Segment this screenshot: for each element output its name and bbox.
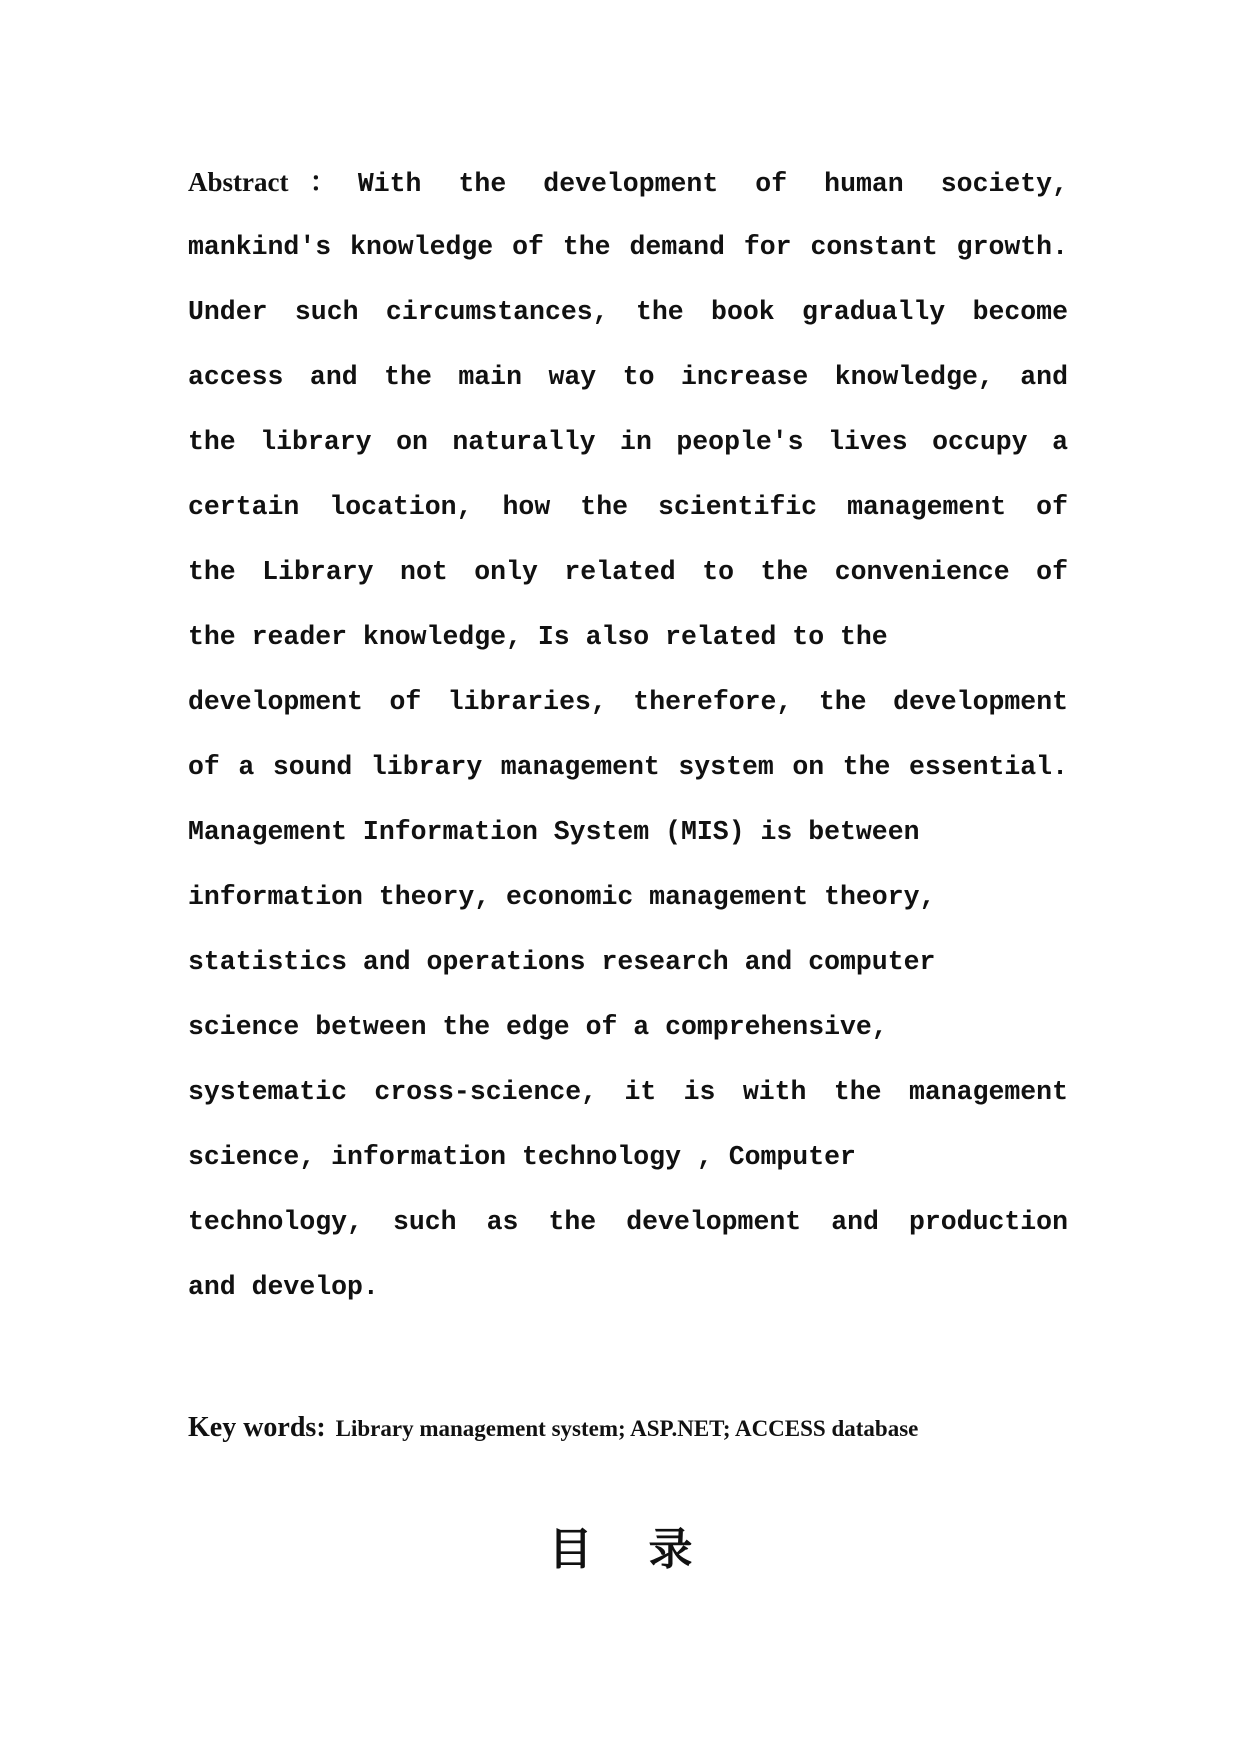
abstract-line: development of libraries, therefore, the development (188, 687, 1068, 717)
abstract-line: science between the edge of a comprehensive, (188, 1012, 888, 1042)
abstract-line: the library on naturally in people's lives occupy a (188, 427, 1068, 457)
abstract-line: access and the main way to increase knowledge, and (188, 362, 1068, 392)
abstract-line-text: With the development of human society, (357, 169, 1068, 199)
abstract-line: and develop. (188, 1272, 379, 1302)
abstract-line: the reader knowledge, Is also related to the (188, 622, 888, 652)
abstract-line: certain location, how the scientific management of (188, 492, 1068, 522)
abstract-line (188, 150, 1068, 215)
abstract-line: systematic cross-science, it is with the management (188, 1077, 1068, 1107)
abstract-section (188, 150, 1068, 1320)
abstract-line: Under such circumstances, the book gradually become (188, 297, 1068, 327)
abstract-line: the Library not only related to the convenience of (188, 557, 1068, 587)
abstract-line: mankind's knowledge of the demand for constant growth. (188, 232, 1068, 262)
abstract-line: technology, such as the development and production (188, 1207, 1068, 1237)
keywords-line (188, 1398, 1088, 1458)
keywords-label: Key words: (188, 1412, 326, 1443)
abstract-line: information theory, economic management theory, (188, 882, 936, 912)
abstract-line: science, information technology , Computer (188, 1142, 856, 1172)
abstract-label: Abstract： (188, 167, 358, 197)
abstract-line: of a sound library management system on the essential. (188, 752, 1068, 782)
toc-heading: 目录 (548, 1524, 749, 1575)
keywords-text: Library management system; ASP.NET; ACCESS database (335, 1416, 919, 1441)
abstract-line: statistics and operations research and computer (188, 947, 936, 977)
abstract-line: Management Information System (MIS) is between (188, 817, 920, 847)
